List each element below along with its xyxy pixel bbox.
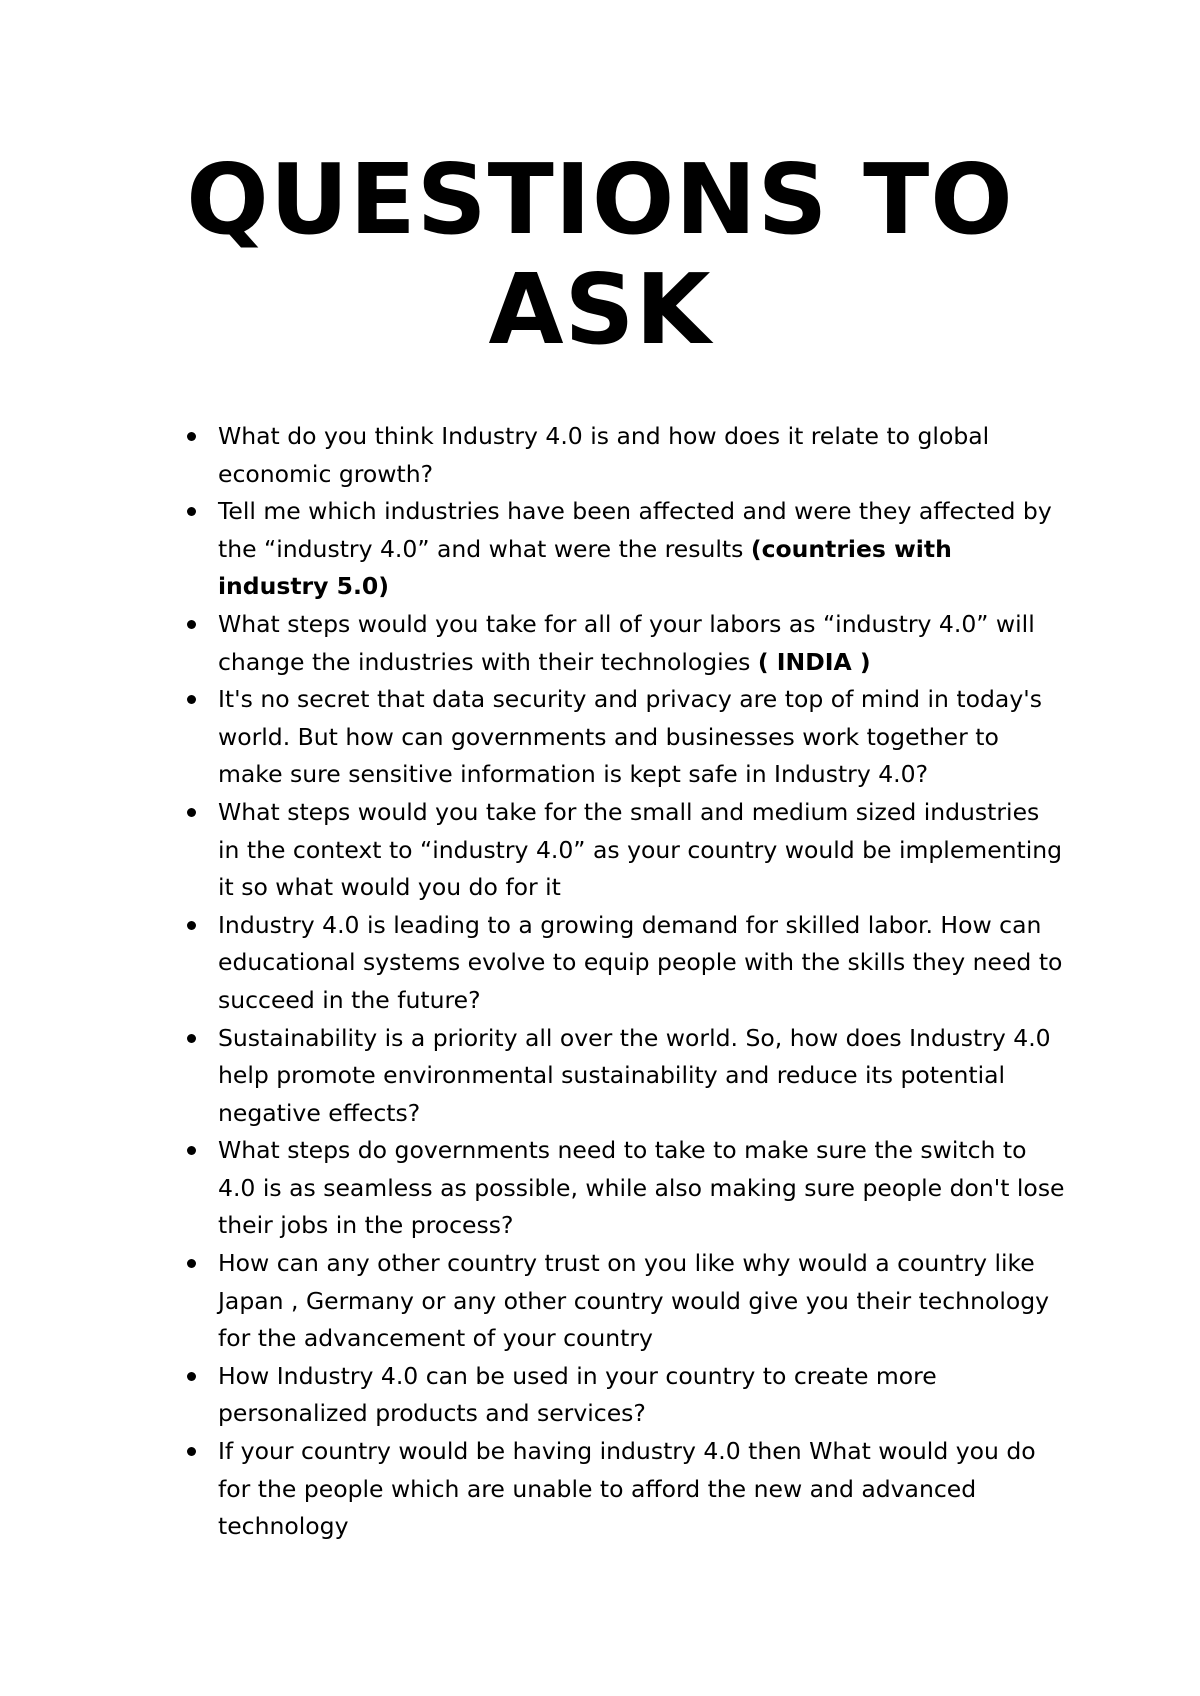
question-text: What steps would you take for the small and medium sized industries in the context to “industry 4.0” as your country would be implementing it so what would you do for it [218,797,1063,902]
question-text: How Industry 4.0 can be used in your country to create more personalized products and services? [218,1361,937,1428]
title-line-1: QUESTIONS TO [186,143,1014,256]
questions-list [218,418,1068,1546]
bullet-icon [187,432,196,441]
question-text: Tell me which industries have been affected and were they affected by the “industry 4.0” and what were the results [218,497,1052,563]
question-text: What steps would you take for all of your labors as “industry 4.0” will change the industries with their technologies [218,609,1035,676]
question-text: It's no secret that data security and privacy are top of mind in today's world. But how can governments and businesses work together to make sure sensitive information is kept safe in Industry 4.0? [218,685,1042,789]
list-item [218,493,1068,606]
list-item [218,794,1068,907]
list-item [218,1020,1068,1133]
list-item [218,1358,1068,1433]
bullet-icon [187,507,196,516]
title-line-2: ASK [488,253,712,366]
list-item [218,418,1068,493]
question-text: If your country would be having industry 4.0 then What would you do for the people which are unable to afford the new and advanced technology [218,1437,1036,1541]
bullet-icon [187,808,196,817]
question-text: How can any other country trust on you like why would a country like Japan , Germany or any other country would give you their technology for the advancement of your country [218,1249,1050,1353]
bullet-icon [187,1372,196,1381]
question-text: Industry 4.0 is leading to a growing demand for skilled labor. How can educational systems evolve to equip people with the skills they need to succeed in the future? [218,910,1063,1014]
list-item [218,907,1068,1020]
bullet-icon [187,1259,196,1268]
list-item [218,1245,1068,1358]
question-text: Sustainability is a priority all over the world. So, how does Industry 4.0 help promote environmental sustainability and reduce its potential negative effects? [218,1023,1051,1127]
bullet-icon [187,921,196,930]
bullet-icon [187,1447,196,1456]
question-emphasis: ( INDIA ) [757,647,871,676]
question-emphasis: (countries with industry 5.0) [218,534,952,601]
bullet-icon [187,620,196,629]
question-text: What steps do governments need to take to make sure the switch to 4.0 is as seamless as possible, while also making sure people don't lose their jobs in the process? [218,1136,1065,1240]
question-text: What do you think Industry 4.0 is and how does it relate to global economic growth? [218,422,990,488]
list-item [218,606,1068,681]
bullet-icon [187,1146,196,1155]
bullet-icon [187,1034,196,1043]
list-item [218,681,1068,794]
page-title [0,145,1200,365]
list-item [218,1132,1068,1245]
list-item [218,1433,1068,1546]
bullet-icon [187,695,196,704]
